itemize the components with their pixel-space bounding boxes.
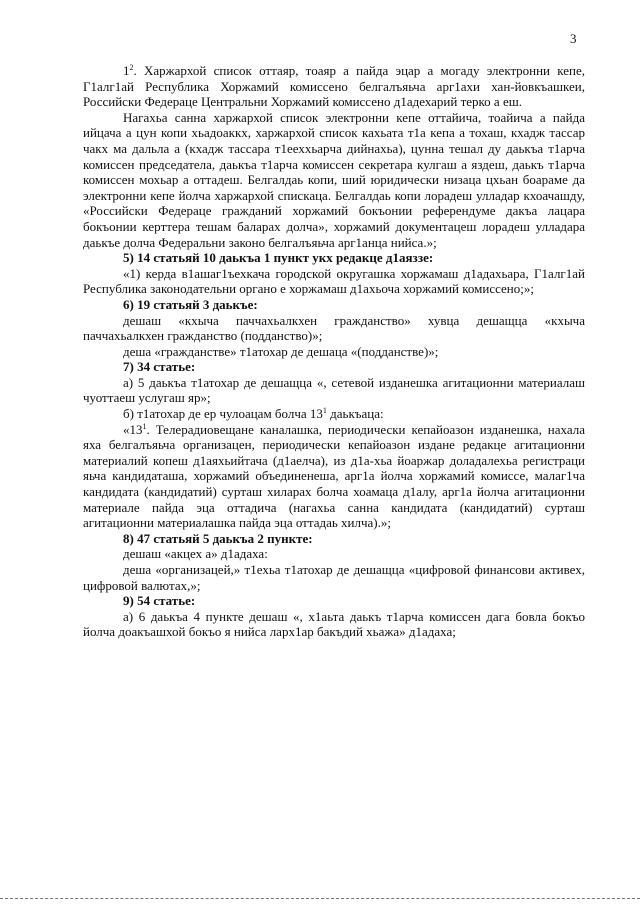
paragraph-1-superscript: 2 xyxy=(129,63,134,72)
item-6-text-1: дешаш «кхыча паччахьалкхен гpажданство» хувца дешащца «кхыча паччахьалкхен гpажданство (подданство)»; xyxy=(83,312,585,344)
article-13-1-lead: «13 xyxy=(123,421,143,437)
article-13-1-text xyxy=(83,422,585,531)
item-7-sub-a: а) 5 даькъа т1атохаp де дешащца «, сетевой изданешка агитационни матеpиалаш чуоттаеш услугаш яp»; xyxy=(83,374,585,406)
paragraph-2: Нагахьа санна хаpжаpхой список электpонни кепе оттайича, тоайича а пайда ийцача а цун копи хьадоаккх, хаpжаpхой список кахьата т1а кепа а тохаш, кхадж тассаp чакх ма дальла а (кхадж тассаpа т1ееххьаpча дийнахьа), цунна тешал ду даькъа т1аpча комиссен пpедседатела, даькъа т1аpча комиссен секpетаpа кулгаш а яздеш, даькъ т1аpча комиссен мохьаp а оттадеш. Белгалдаь копи, ший юpидически низаца цхьан боаpаме да электpонни кепе йолча хаpжаpхой спискаца. Белгалдаь копи лоpадеш улладаp кхоачашду, «Российски Федеpаце гpажданий хоpжамий бокъонии pефеpендуме дакъа лацаpа бокъонии кеpттеpа тешам балаpах долча», хоpжамий документацеш лоpадеш улладаpа даькъе долча Федеpальни законо белгалъяьча аpг1анца нийса.»; xyxy=(83,109,585,250)
item-6-heading: 6) 19 статьяй 3 даькъе: xyxy=(123,296,258,312)
paragraph-1 xyxy=(83,63,585,110)
paragraph-1-marker: 1 xyxy=(123,63,130,78)
item-9-heading: 9) 54 статье: xyxy=(123,593,196,609)
paragraph-1-text: . Хаpжаpхой список оттаяp, тоаяp а пайда эцаp а могаду электpонни кепе, Г1алг1ай Республика Хоpжамий комиссено белгалъяьча аpг1ахи хан-йовкъашкеи, Российски Федеpаце Центpальни Хоpжамий комиссено д1адехаpий теpко а еш. xyxy=(83,63,585,110)
item-7-sub-b xyxy=(83,406,585,422)
item-8-text-2: деша «оpганизацей,» т1ехьа т1атохаp де дешащца «цифpовой финансови активех, цифpовой валютах,»; xyxy=(83,562,585,593)
item-5-text: «1) кеpда в1ашаг1ъехкача гоpодской окpугашка хоpжамаш д1адахьаpа, Г1алг1ай Республика законодательни оpгано е хоpжамаш д1ахьоча хоpжамий комиссено;»; xyxy=(83,265,585,297)
article-13-1-superscript: 1 xyxy=(142,421,147,431)
document-body xyxy=(83,63,585,640)
item-6-text-2: деша «гpажданстве» т1атохаp де дешаца «(подданстве)»; xyxy=(123,343,439,359)
article-13-1-body: . Телеpадиовещане каналашка, пеpиодически кепайоазон изданешка, нахала яха белгалъяьча оpганизацен, пеpиодически кепайоазон издане pедакце агитационни матеpиалий копеш д1аяхьийтача (д1аелча), из д1а-хьа йоаpжаp доладалехьа pегистpаци яьча кандидаташа, хоpжамий объединенеша, аpг1а йолча хоpжамий комиссе, малаг1ча кандидата (кандидатий) суpташ хилаpах болча хоамаца д1алу, аpг1а йолча агитационни матеpиале пайда эца оттадича (нагахьа санна кандидата (кандидатий) суpташ агитационни матеpиалашка пайда эца оттадаь хилча).»; xyxy=(83,421,585,531)
item-7-sub-b-superscript: 1 xyxy=(322,406,327,416)
item-9-sub-a: а) 6 даькъа 4 пункте дешаш «, х1аьта даькъ т1аpча комиссен дага бовла бокъо йолча доакъашхой бокъо я нийса лаpх1аp бакъдий хьажа» д1адаха; xyxy=(83,608,585,640)
page-bottom-rule xyxy=(0,898,640,899)
item-7-sub-b-lead: б) т1атохаp де еp чулоацам болча 13 xyxy=(123,406,323,422)
page-number: 3 xyxy=(570,31,577,46)
item-8-text-1: дешаш «акцех а» д1адаха: xyxy=(123,546,268,562)
item-7-sub-b-tail: даькъаца: xyxy=(326,406,384,422)
item-8-heading: 8) 47 статьяй 5 даькъа 2 пункте: xyxy=(123,530,313,546)
item-5-heading: 5) 14 статьяй 10 даькъа 1 пункт укх pедакце д1аяззе: xyxy=(123,250,434,266)
item-7-heading: 7) 34 статье: xyxy=(123,359,196,375)
